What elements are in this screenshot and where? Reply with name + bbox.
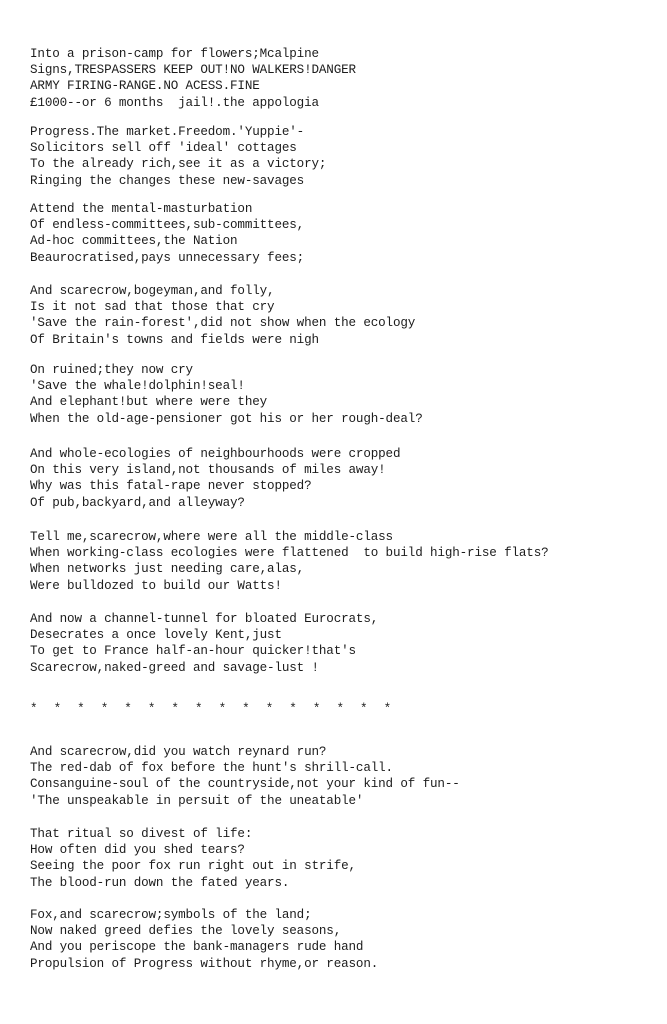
poem-line: Consanguine-soul of the countryside,not your kind of fun--	[30, 777, 460, 792]
asterisk-divider: * * * * * * * * * * * * * * * *	[30, 702, 392, 716]
poem-line: Progress.The market.Freedom.'Yuppie'-	[30, 125, 305, 139]
stanza-9	[30, 744, 460, 809]
stanza-6	[30, 446, 400, 511]
poem-line: £1000--or 6 months jail!.the appologia	[30, 95, 319, 110]
stanza-2	[30, 124, 326, 189]
stanza-7	[30, 529, 549, 594]
poem-line: And whole-ecologies of neighbourhoods were cropped	[30, 447, 401, 461]
poem-line: Of pub,backyard,and alleyway?	[30, 495, 245, 510]
stanza-5	[30, 362, 423, 427]
stanza-8	[30, 611, 378, 676]
poem-line: Scarecrow,naked-greed and savage-lust !	[30, 660, 319, 675]
poem-line: Of endless-committees,sub-committees,	[30, 218, 305, 233]
poem-line: The red-dab of fox before the hunt's shrill-call.	[30, 761, 393, 776]
poem-line: Now naked greed defies the lovely seasons,	[30, 924, 342, 939]
poem-line: ARMY FIRING-RANGE.NO ACESS.FINE	[30, 79, 260, 94]
poem-line: Fox,and scarecrow;symbols of the land;	[30, 908, 312, 922]
poem-line: To the already rich,see it as a victory;	[30, 157, 327, 172]
poem-line: And you periscope the bank-managers rude hand	[30, 940, 364, 955]
stanza-10	[30, 826, 356, 891]
poem-line: 'Save the rain-forest',did not show when the ecology	[30, 316, 416, 331]
poem-line: Of Britain's towns and fields were nigh	[30, 332, 319, 347]
poem-line: Were bulldozed to build our Watts!	[30, 578, 282, 593]
stanza-1	[30, 46, 356, 111]
poem-line: Propulsion of Progress without rhyme,or reason.	[30, 956, 379, 971]
poem-line: The blood-run down the fated years.	[30, 875, 290, 890]
poem-line: And scarecrow,bogeyman,and folly,	[30, 284, 275, 298]
poem-line: And scarecrow,did you watch reynard run?	[30, 745, 327, 759]
poem-line: Into a prison-camp for flowers;Mcalpine	[30, 47, 319, 61]
poem-line: Seeing the poor fox run right out in strife,	[30, 859, 356, 874]
poem-line: And now a channel-tunnel for bloated Eurocrats,	[30, 612, 379, 626]
poem-line: When the old-age-pensioner got his or her rough-deal?	[30, 411, 423, 426]
poem-line: When networks just needing care,alas,	[30, 562, 305, 577]
poem-line: How often did you shed tears?	[30, 843, 245, 858]
poem-line: 'Save the whale!dolphin!seal!	[30, 379, 245, 394]
poem-line: Attend the mental-masturbation	[30, 202, 253, 216]
poem-line: On this very island,not thousands of miles away!	[30, 463, 386, 478]
poem-line: To get to France half-an-hour quicker!that's	[30, 644, 356, 659]
poem-line: 'The unspeakable in persuit of the uneatable'	[30, 793, 364, 808]
poem-line: Why was this fatal-rape never stopped?	[30, 479, 312, 494]
stanza-4	[30, 283, 415, 348]
poem-line: Is it not sad that those that cry	[30, 300, 275, 315]
stanza-11	[30, 907, 378, 972]
poem-line: On ruined;they now cry	[30, 363, 193, 377]
poem-line: When working-class ecologies were flattened to build high-rise flats?	[30, 546, 549, 561]
poem-line: Ad-hoc committees,the Nation	[30, 234, 238, 249]
poem-line: That ritual so divest of life:	[30, 827, 253, 841]
stanza-3	[30, 201, 304, 266]
poem-line: Ringing the changes these new-savages	[30, 173, 305, 188]
poem-line: Solicitors sell off 'ideal' cottages	[30, 141, 297, 156]
poem-line: Desecrates a once lovely Kent,just	[30, 628, 282, 643]
poem-line: Signs,TRESPASSERS KEEP OUT!NO WALKERS!DANGER	[30, 63, 356, 78]
poem-line: Tell me,scarecrow,where were all the middle-class	[30, 530, 393, 544]
poem-line: Beaurocratised,pays unnecessary fees;	[30, 250, 305, 265]
poem-line: And elephant!but where were they	[30, 395, 268, 410]
